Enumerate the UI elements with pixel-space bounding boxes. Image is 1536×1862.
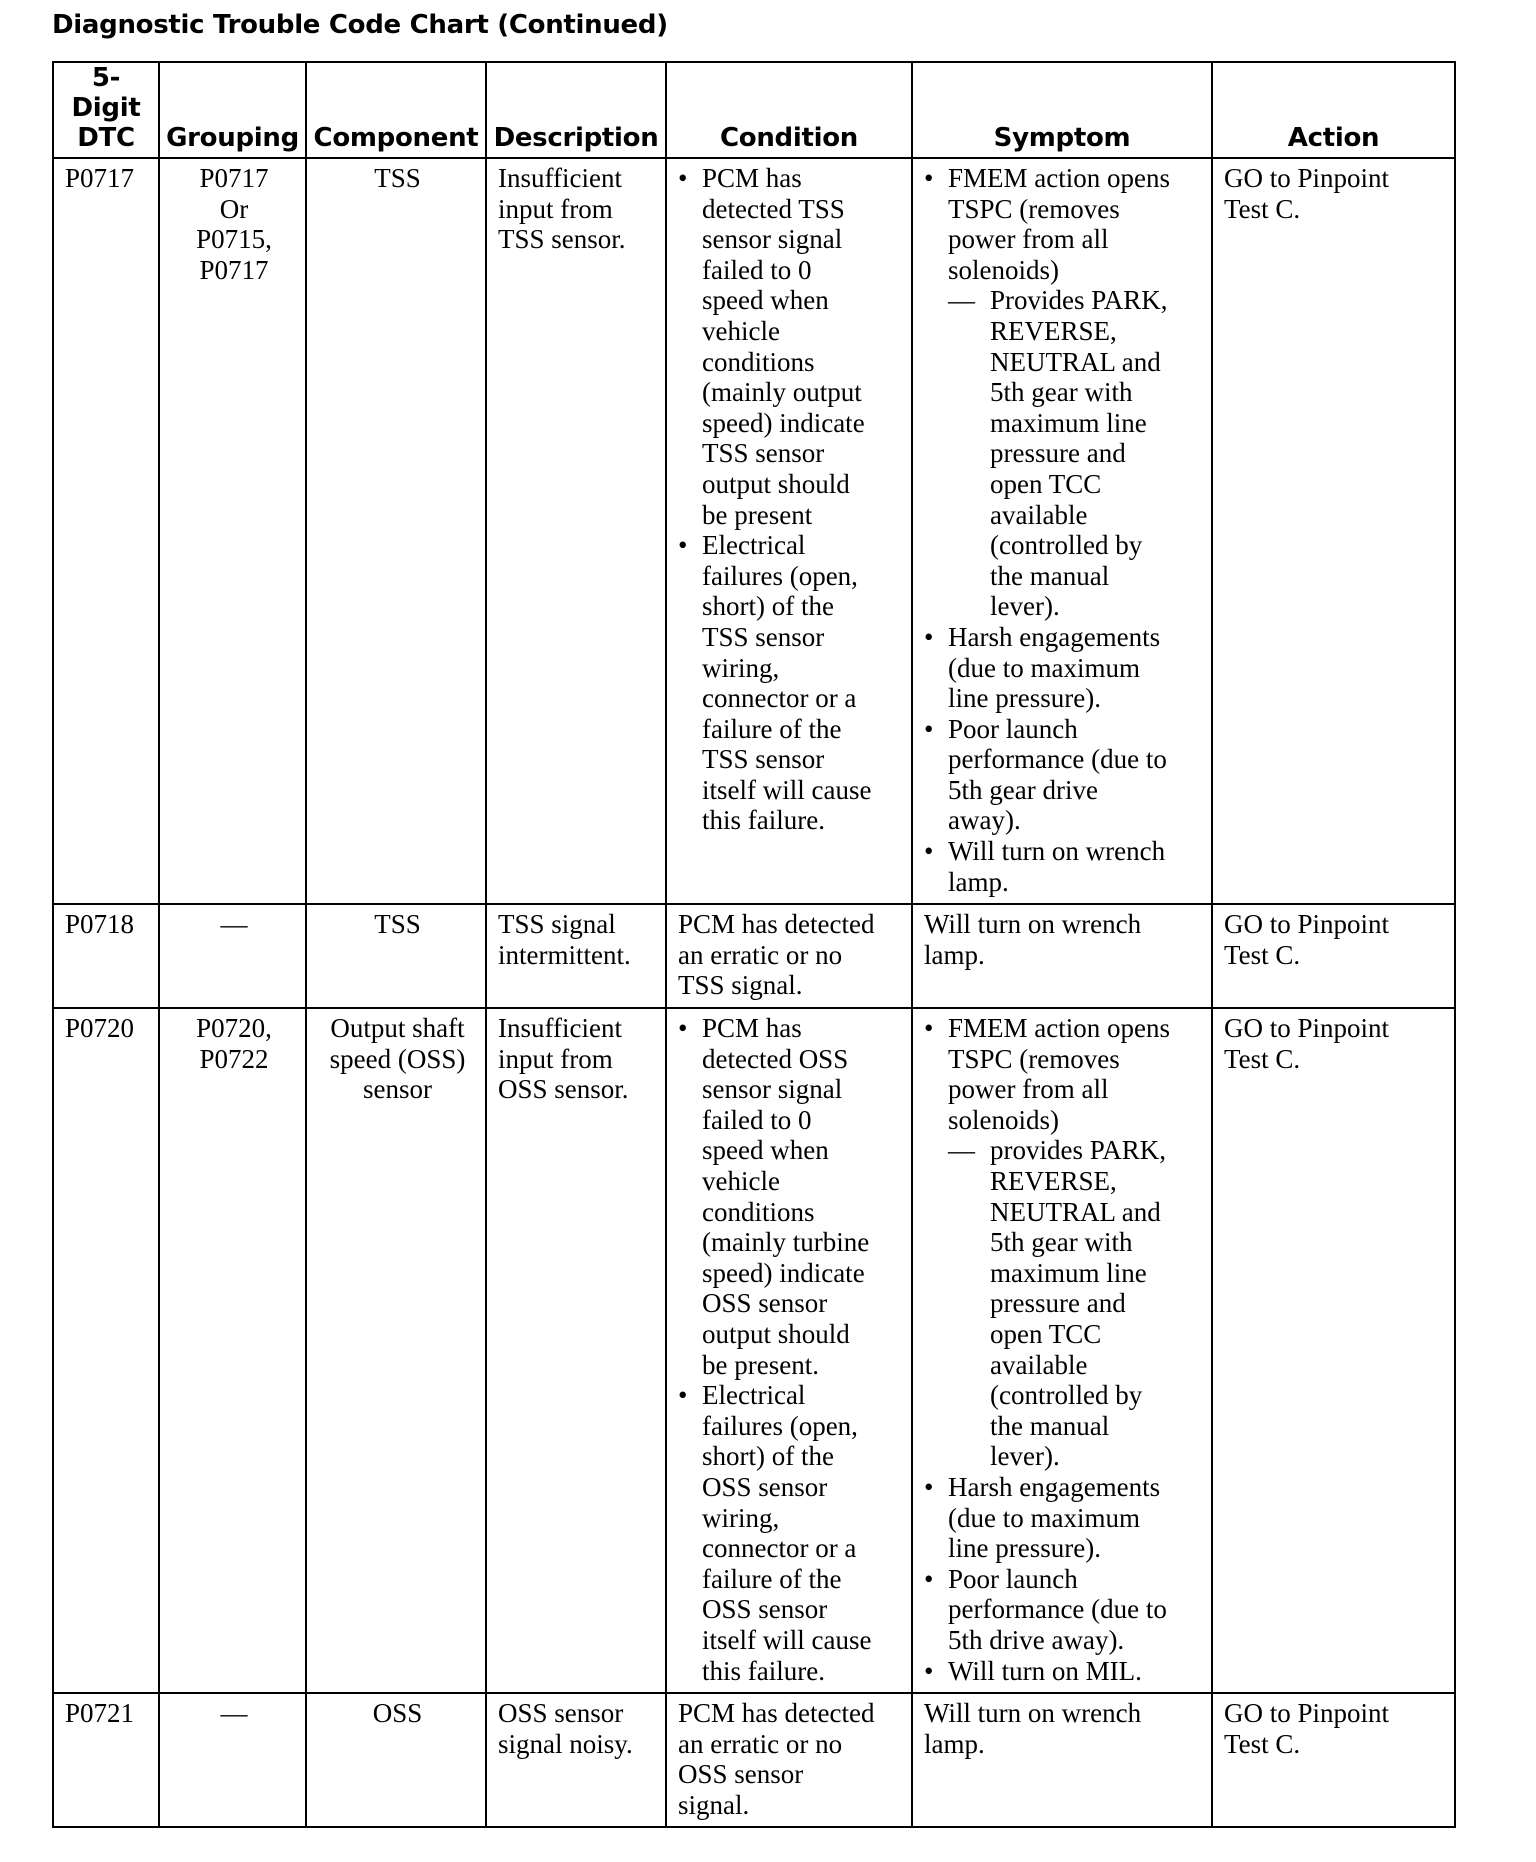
condition-line: output should bbox=[702, 1318, 850, 1349]
symptom-line: TSPC (removes bbox=[948, 1043, 1120, 1074]
condition-line: • PCM has bbox=[702, 163, 802, 193]
component-cell bbox=[306, 904, 486, 1008]
action-cell bbox=[1212, 904, 1455, 1008]
description-cell bbox=[486, 158, 666, 904]
symptom-line: • FMEM action opens bbox=[948, 163, 1170, 193]
component-cell bbox=[306, 1008, 486, 1693]
description-line: intermittent. bbox=[498, 939, 631, 970]
symptom-sub-line: — Provides PARK, bbox=[990, 285, 1168, 316]
action-line: Test C. bbox=[1224, 1043, 1301, 1074]
condition-line: short) of the bbox=[702, 591, 834, 622]
symptom-sub-item bbox=[948, 285, 1203, 622]
condition-bullet-list bbox=[678, 163, 903, 836]
condition-line: conditions bbox=[702, 1196, 815, 1227]
condition-line: speed) indicate bbox=[702, 407, 865, 438]
condition-line: • PCM has bbox=[702, 1013, 802, 1044]
description-cell bbox=[486, 1008, 666, 1693]
action-line: Test C. bbox=[1224, 193, 1301, 224]
condition-line: conditions bbox=[702, 346, 815, 377]
header-action: Action bbox=[1212, 62, 1455, 158]
table-row bbox=[53, 158, 1455, 904]
condition-line: • Electrical bbox=[702, 530, 806, 561]
header-row bbox=[53, 62, 1455, 158]
condition-line: OSS sensor bbox=[678, 1759, 804, 1790]
header-dtc bbox=[53, 62, 159, 158]
symptom-bullet-item bbox=[924, 1013, 1203, 1472]
description-line: input from bbox=[498, 1043, 613, 1074]
header-grouping: Grouping bbox=[159, 62, 306, 158]
symptom-line: TSPC (removes bbox=[948, 193, 1120, 224]
condition-line: be present bbox=[702, 499, 813, 530]
symptom-sub-line: lever). bbox=[990, 1441, 1060, 1472]
symptom-line: • FMEM action opens bbox=[948, 1013, 1170, 1044]
condition-line: OSS sensor bbox=[702, 1594, 828, 1625]
symptom-cell bbox=[912, 1693, 1212, 1827]
grouping-cell bbox=[159, 904, 306, 1008]
condition-bullet-item bbox=[678, 1380, 903, 1686]
condition-line: wiring, bbox=[702, 1502, 780, 1533]
action-line: Test C. bbox=[1224, 1728, 1301, 1759]
action-line: GO to Pinpoint bbox=[1224, 163, 1390, 193]
grouping-line: P0720, bbox=[196, 1013, 272, 1044]
symptom-bullet-list bbox=[924, 163, 1203, 897]
symptom-sub-line: open TCC bbox=[990, 1318, 1102, 1349]
condition-cell bbox=[666, 1693, 912, 1827]
grouping-line: P0715, bbox=[196, 224, 272, 255]
condition-line: detected OSS bbox=[702, 1043, 849, 1074]
symptom-bullet-item bbox=[924, 1564, 1203, 1656]
symptom-line: line pressure). bbox=[948, 1533, 1101, 1564]
header-component: Component bbox=[306, 62, 486, 158]
symptom-sub-line: lever). bbox=[990, 591, 1060, 622]
symptom-line: performance (due to bbox=[948, 1594, 1167, 1625]
condition-line: connector or a bbox=[702, 683, 857, 714]
action-line: GO to Pinpoint bbox=[1224, 1698, 1390, 1729]
condition-line: failure of the bbox=[702, 1563, 842, 1594]
header-condition: Condition bbox=[666, 62, 912, 158]
table-body bbox=[53, 158, 1455, 1827]
symptom-sub-line: maximum line bbox=[990, 1257, 1147, 1288]
condition-line: vehicle bbox=[702, 1166, 780, 1196]
symptom-sub-line: REVERSE, bbox=[990, 315, 1117, 346]
header-dtc-line2: DTC bbox=[77, 123, 135, 153]
grouping-line: P0717 bbox=[199, 163, 269, 193]
symptom-line: (due to maximum bbox=[948, 1502, 1140, 1533]
condition-line: (mainly turbine bbox=[702, 1227, 870, 1258]
condition-line: an erratic or no bbox=[678, 1728, 843, 1759]
condition-line: TSS sensor bbox=[702, 621, 825, 652]
symptom-line: • Will turn on MIL. bbox=[948, 1655, 1142, 1686]
component-cell bbox=[306, 158, 486, 904]
symptom-line: lamp. bbox=[924, 939, 985, 970]
grouping-cell bbox=[159, 158, 306, 904]
condition-line: an erratic or no bbox=[678, 939, 843, 970]
condition-line: failed to 0 bbox=[702, 1104, 812, 1135]
header-description: Description bbox=[486, 62, 666, 158]
condition-line: this failure. bbox=[702, 1655, 825, 1686]
condition-line: failures (open, bbox=[702, 560, 858, 591]
condition-bullet-list bbox=[678, 1013, 903, 1686]
table-row bbox=[53, 1693, 1455, 1827]
symptom-sub-list bbox=[948, 1135, 1203, 1472]
dtc-code-cell: P0720 bbox=[53, 1008, 159, 1693]
symptom-line: line pressure). bbox=[948, 683, 1101, 714]
description-line: Insufficient bbox=[498, 163, 622, 193]
symptom-sub-line: REVERSE, bbox=[990, 1166, 1117, 1196]
condition-line: signal. bbox=[678, 1789, 750, 1820]
table-row bbox=[53, 1008, 1455, 1693]
symptom-line: 5th drive away). bbox=[948, 1624, 1125, 1655]
symptom-line: lamp. bbox=[948, 866, 1009, 897]
grouping-cell bbox=[159, 1693, 306, 1827]
condition-line: speed) indicate bbox=[702, 1257, 865, 1288]
grouping-line: P0722 bbox=[199, 1043, 269, 1074]
condition-line: wiring, bbox=[702, 652, 780, 683]
symptom-line: away). bbox=[948, 805, 1021, 836]
symptom-line: • Poor launch bbox=[948, 713, 1078, 744]
symptom-bullet-item bbox=[924, 1472, 1203, 1564]
symptom-bullet-item bbox=[924, 622, 1203, 714]
condition-line: PCM has detected bbox=[678, 1698, 875, 1729]
component-line: OSS bbox=[372, 1698, 423, 1729]
symptom-bullet-list bbox=[924, 1013, 1203, 1686]
symptom-sub-line: open TCC bbox=[990, 468, 1102, 499]
condition-line: • Electrical bbox=[702, 1380, 806, 1411]
symptom-line: Will turn on wrench bbox=[924, 909, 1142, 940]
symptom-bullet-item bbox=[924, 714, 1203, 836]
symptom-cell bbox=[912, 904, 1212, 1008]
description-line: Insufficient bbox=[498, 1013, 622, 1044]
condition-bullet-item bbox=[678, 163, 903, 530]
component-line: TSS bbox=[374, 163, 421, 193]
condition-line: itself will cause bbox=[702, 1624, 872, 1655]
description-cell bbox=[486, 1693, 666, 1827]
description-cell bbox=[486, 904, 666, 1008]
condition-line: PCM has detected bbox=[678, 909, 875, 940]
component-cell bbox=[306, 1693, 486, 1827]
condition-line: failed to 0 bbox=[702, 254, 812, 285]
symptom-sub-line: (controlled by bbox=[990, 1380, 1143, 1411]
symptom-line: Will turn on wrench bbox=[924, 1698, 1142, 1729]
condition-line: TSS sensor bbox=[702, 744, 825, 775]
header-symptom: Symptom bbox=[912, 62, 1212, 158]
symptom-sub-list bbox=[948, 285, 1203, 622]
description-line: signal noisy. bbox=[498, 1728, 633, 1759]
dtc-code-cell: P0721 bbox=[53, 1693, 159, 1827]
condition-line: speed when bbox=[702, 1135, 829, 1166]
table-row bbox=[53, 904, 1455, 1008]
symptom-sub-line: NEUTRAL and bbox=[990, 346, 1161, 377]
action-line: GO to Pinpoint bbox=[1224, 909, 1390, 940]
symptom-sub-line: — provides PARK, bbox=[990, 1135, 1167, 1166]
page-title: Diagnostic Trouble Code Chart (Continued) bbox=[52, 10, 668, 40]
condition-line: sensor signal bbox=[702, 1074, 843, 1105]
description-line: TSS sensor. bbox=[498, 224, 626, 255]
symptom-cell bbox=[912, 1008, 1212, 1693]
condition-line: vehicle bbox=[702, 315, 780, 346]
condition-line: OSS sensor bbox=[702, 1471, 828, 1502]
symptom-bullet-item bbox=[924, 836, 1203, 897]
action-line: Test C. bbox=[1224, 939, 1301, 970]
symptom-sub-line: 5th gear with bbox=[990, 377, 1133, 408]
symptom-cell bbox=[912, 158, 1212, 904]
condition-bullet-item bbox=[678, 1013, 903, 1380]
symptom-line: • Will turn on wrench bbox=[948, 836, 1166, 867]
condition-line: this failure. bbox=[702, 805, 825, 836]
symptom-line: • Poor launch bbox=[948, 1563, 1078, 1594]
grouping-line: — bbox=[220, 1698, 248, 1729]
symptom-sub-line: NEUTRAL and bbox=[990, 1196, 1161, 1227]
dtc-code-cell: P0718 bbox=[53, 904, 159, 1008]
condition-line: TSS signal. bbox=[678, 970, 803, 1001]
grouping-line: P0717 bbox=[199, 254, 269, 285]
grouping-line: — bbox=[220, 909, 248, 940]
grouping-cell bbox=[159, 1008, 306, 1693]
condition-line: connector or a bbox=[702, 1533, 857, 1564]
symptom-sub-line: available bbox=[990, 499, 1088, 530]
grouping-line: Or bbox=[219, 193, 249, 224]
condition-line: detected TSS bbox=[702, 193, 845, 224]
symptom-line: solenoids) bbox=[948, 1104, 1059, 1135]
symptom-line: solenoids) bbox=[948, 254, 1059, 285]
component-line: TSS bbox=[374, 909, 421, 940]
condition-line: TSS sensor bbox=[702, 438, 825, 469]
header-dtc-line1: 5-Digit bbox=[71, 63, 141, 123]
symptom-line: performance (due to bbox=[948, 744, 1167, 775]
symptom-line: power from all bbox=[948, 1074, 1109, 1105]
condition-cell bbox=[666, 158, 912, 904]
action-line: GO to Pinpoint bbox=[1224, 1013, 1390, 1044]
description-line: OSS sensor bbox=[498, 1698, 624, 1729]
dtc-code-cell: P0717 bbox=[53, 158, 159, 904]
symptom-sub-line: pressure and bbox=[990, 438, 1126, 469]
condition-line: speed when bbox=[702, 285, 829, 316]
condition-bullet-item bbox=[678, 530, 903, 836]
action-cell bbox=[1212, 1693, 1455, 1827]
symptom-line: (due to maximum bbox=[948, 652, 1140, 683]
action-cell bbox=[1212, 158, 1455, 904]
symptom-sub-item bbox=[948, 1135, 1203, 1472]
symptom-sub-line: the manual bbox=[990, 1410, 1110, 1441]
condition-line: OSS sensor bbox=[702, 1288, 828, 1319]
symptom-bullet-item bbox=[924, 1656, 1203, 1687]
symptom-sub-line: (controlled by bbox=[990, 530, 1143, 561]
condition-line: be present. bbox=[702, 1349, 819, 1380]
component-line: sensor bbox=[363, 1074, 432, 1105]
action-cell bbox=[1212, 1008, 1455, 1693]
symptom-line: lamp. bbox=[924, 1728, 985, 1759]
symptom-sub-line: available bbox=[990, 1349, 1088, 1380]
dtc-chart-table bbox=[52, 61, 1456, 1828]
condition-cell bbox=[666, 904, 912, 1008]
description-line: OSS sensor. bbox=[498, 1074, 629, 1105]
symptom-sub-line: 5th gear with bbox=[990, 1227, 1133, 1258]
symptom-bullet-item bbox=[924, 163, 1203, 622]
symptom-line: • Harsh engagements bbox=[948, 621, 1161, 652]
component-line: speed (OSS) bbox=[329, 1043, 466, 1074]
condition-line: (mainly output bbox=[702, 377, 862, 408]
description-line: input from bbox=[498, 193, 613, 224]
symptom-sub-line: the manual bbox=[990, 560, 1110, 591]
symptom-line: • Harsh engagements bbox=[948, 1471, 1161, 1502]
symptom-sub-line: maximum line bbox=[990, 407, 1147, 438]
condition-line: short) of the bbox=[702, 1441, 834, 1472]
symptom-sub-line: pressure and bbox=[990, 1288, 1126, 1319]
symptom-line: 5th gear drive bbox=[948, 774, 1098, 805]
condition-cell bbox=[666, 1008, 912, 1693]
condition-line: output should bbox=[702, 468, 850, 499]
condition-line: failure of the bbox=[702, 713, 842, 744]
component-line: Output shaft bbox=[330, 1013, 465, 1044]
condition-line: sensor signal bbox=[702, 224, 843, 255]
condition-line: failures (open, bbox=[702, 1410, 858, 1441]
condition-line: itself will cause bbox=[702, 774, 872, 805]
symptom-line: power from all bbox=[948, 224, 1109, 255]
description-line: TSS signal bbox=[498, 909, 616, 940]
